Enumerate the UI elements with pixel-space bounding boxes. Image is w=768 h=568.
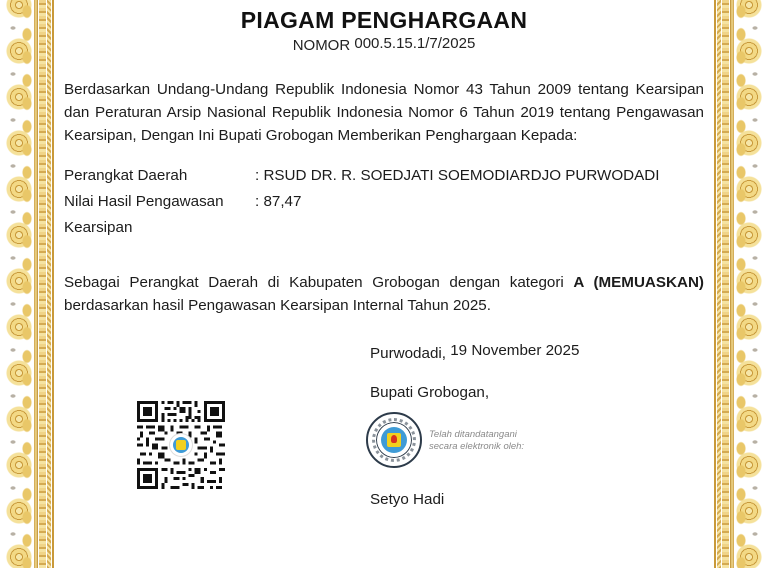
- opening-paragraph: Berdasarkan Undang-Undang Republik Indonesia Nomor 43 Tahun 2009 tentang Kearsipan dan Peraturan Arsip Nasional Republik Indonesia Nomor 6 Tahun 2019 tentang Pengawasan Kearsipan, Dengan Ini Bupati Grobogan Memberikan Penghargaan Kepada:: [64, 81, 704, 144]
- border-band-rope: [722, 0, 729, 568]
- category-text-before: Sebagai Perangkat Daerah di Kabupaten Grobogan dengan kategori: [64, 274, 574, 291]
- e-sign-line-1: Telah ditandatangani: [429, 429, 517, 440]
- certificate-number: [0, 37, 768, 54]
- detail-row-kearsipan: [64, 219, 659, 245]
- detail-value: : RSUD DR. R. SOEDJATI SOEMODIARDJO PURWODADI: [255, 167, 660, 184]
- date: 19 November 2025: [450, 342, 580, 359]
- verification-qr-code[interactable]: [137, 401, 225, 489]
- border-line: [714, 0, 716, 568]
- border-band-rope: [39, 0, 46, 568]
- category-value: A (MEMUASKAN): [573, 274, 704, 291]
- category-paragraph: [64, 271, 704, 317]
- detail-label: Perangkat Daerah: [64, 167, 188, 184]
- detail-value: : 87,47: [255, 193, 302, 210]
- official-name: Setyo Hadi: [370, 491, 445, 508]
- e-sign-line-2: secara elektronik oleh:: [429, 441, 525, 452]
- category-text-after: berdasarkan hasil Pengawasan Kearsipan Internal Tahun 2025.: [64, 297, 491, 314]
- detail-row-nilai: [64, 193, 659, 219]
- border-band: [34, 0, 38, 568]
- place: Purwodadi,: [370, 345, 446, 362]
- government-seal-icon: [366, 412, 422, 468]
- seal-flame: [391, 435, 397, 443]
- electronic-signature-note: [429, 429, 524, 453]
- border-band: [730, 0, 734, 568]
- recipient-details: [64, 167, 659, 245]
- official-title: Bupati Grobogan,: [370, 384, 490, 401]
- number-label: NOMOR: [292, 37, 351, 54]
- detail-label: Kearsipan: [64, 219, 133, 236]
- border-band-twist: [717, 0, 721, 568]
- certificate-title: PIAGAM PENGHARGAAN: [240, 7, 528, 33]
- border-band-twist: [47, 0, 51, 568]
- petal-pattern: [20, 0, 34, 568]
- detail-row-perangkat-daerah: [64, 167, 659, 193]
- ornamental-border-right: [712, 0, 768, 568]
- place-and-date: [370, 342, 580, 362]
- border-line: [52, 0, 54, 568]
- detail-label: Nilai Hasil Pengawasan: [64, 193, 224, 210]
- petal-pattern: [734, 0, 748, 568]
- qr-logo-icon: [170, 434, 192, 456]
- ornamental-border-left: [0, 0, 56, 568]
- number-value: 000.5.15.1/7/2025: [354, 35, 476, 52]
